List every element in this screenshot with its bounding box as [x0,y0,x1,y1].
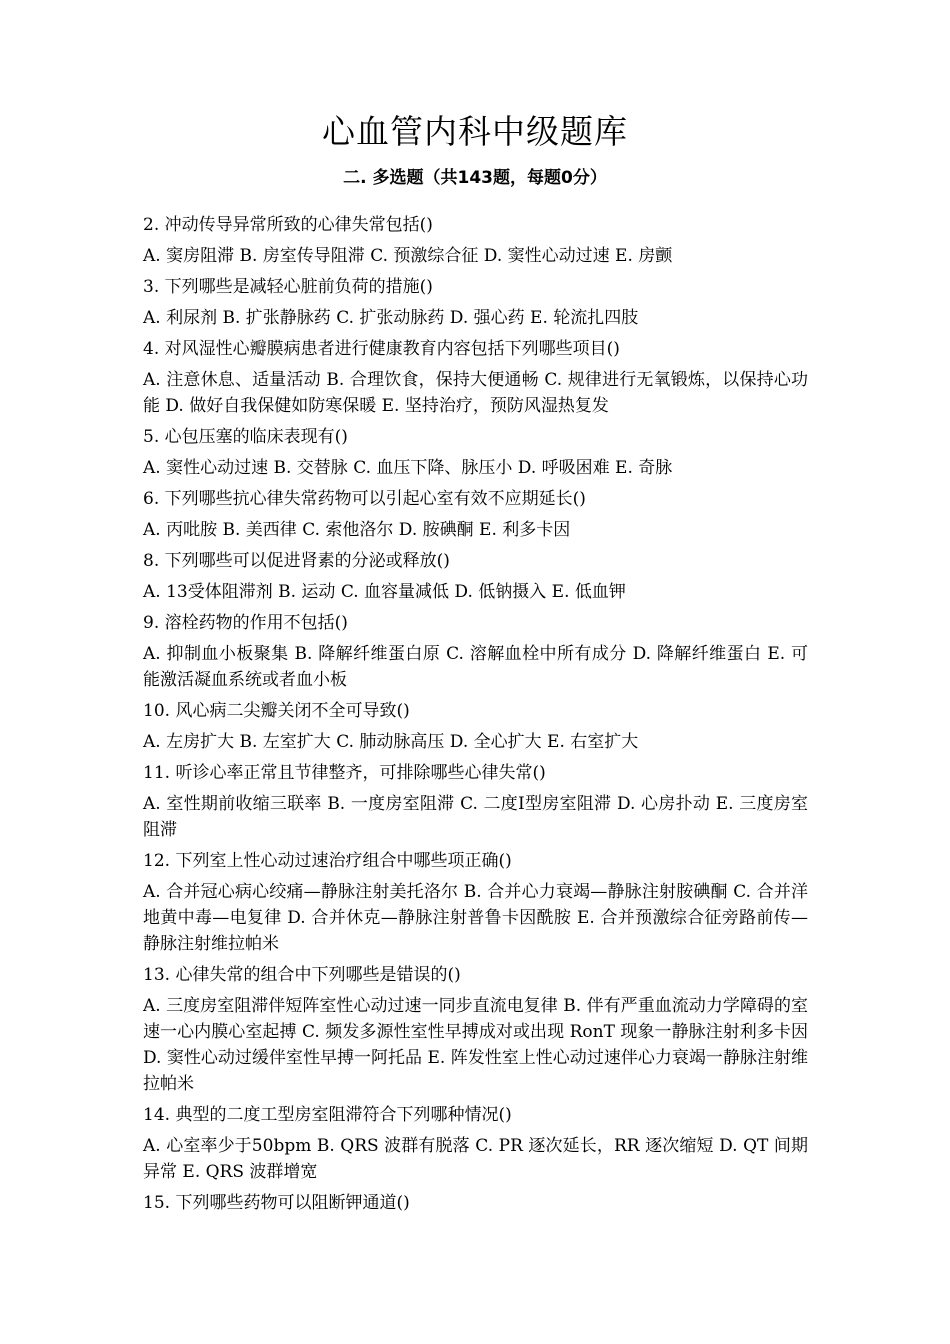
question-options: A. 利尿剂 B. 扩张静脉药 C. 扩张动脉药 D. 强心药 E. 轮流扎四肢 [143,308,639,328]
question-stem: 15. 下列哪些药物可以阻断钾通道() [143,1193,410,1213]
question-options: A. 合并冠心病心绞痛—静脉注射美托洛尔 B. 合并心力衰竭—静脉注射胺碘酮 C. 合并洋地黄中毒—电复律 D. 合并休克—静脉注射普鲁卡因酰胺 E. 合并预激综合征旁路前传—静脉注射维拉帕米 [143,882,808,954]
question-stem: 9. 溶栓药物的作用不包括() [143,613,348,633]
question-item [143,962,808,1097]
question-stem: 4. 对风湿性心瓣膜病患者进行健康教育内容包括下列哪些项目() [143,339,620,359]
question-item [143,486,808,543]
question-list [143,212,808,1221]
question-stem: 3. 下列哪些是减轻心脏前负荷的措施() [143,277,433,297]
question-stem: 6. 下列哪些抗心律失常药物可以引起心室有效不应期延长() [143,489,586,509]
question-stem: 11. 听诊心率正常且节律整齐，可排除哪些心律失常() [143,763,546,783]
question-item [143,698,808,755]
question-options: A. 左房扩大 B. 左室扩大 C. 肺动脉高压 D. 全心扩大 E. 右室扩大 [143,732,639,752]
question-stem: 8. 下列哪些可以促进肾素的分泌或释放() [143,551,450,571]
section-title: 二. 多选题（共143题，每题0分） [343,168,607,188]
question-options: A. 丙吡胺 B. 美西律 C. 索他洛尔 D. 胺碘酮 E. 利多卡因 [143,520,571,540]
question-item [143,274,808,331]
question-stem: 2. 冲动传导异常所致的心律失常包括() [143,215,433,235]
question-item [143,212,808,269]
question-item [143,610,808,693]
question-stem: 13. 心律失常的组合中下列哪些是错误的() [143,965,461,985]
question-options: A. 注意休息、适量活动 B. 合理饮食，保持大便通畅 C. 规律进行无氧锻炼，以保持心功能 D. 做好自我保健如防寒保暖 E. 坚持治疗，预防风湿热复发 [143,370,808,416]
question-options: A. 13受体阻滞剂 B. 运动 C. 血容量减低 D. 低钠摄入 E. 低血钾 [143,582,626,602]
question-item [143,1190,808,1216]
document-title: 心血管内科中级题库 [322,112,628,152]
question-stem: 12. 下列室上性心动过速治疗组合中哪些项正确() [143,851,512,871]
question-item [143,424,808,481]
question-stem: 5. 心包压塞的临床表现有() [143,427,348,447]
question-stem: 14. 典型的二度工型房室阻滞符合下列哪种情况() [143,1105,512,1125]
question-options: A. 窦性心动过速 B. 交替脉 C. 血压下降、脉压小 D. 呼吸困难 E. 奇脉 [143,458,673,478]
question-stem: 10. 风心病二尖瓣关闭不全可导致() [143,701,410,721]
question-options: A. 三度房室阻滞伴短阵室性心动过速一同步直流电复律 B. 伴有严重血流动力学障碍的室速一心内膜心室起搏 C. 频发多源性室性早搏成对或出现 RonT 现象一静脉注射利多卡因 D. 窦性心动过缓伴室性早搏一阿托品 E. 阵发性室上性心动过速伴心力衰竭一静脉注射维拉帕米 [143,996,808,1094]
question-item [143,1102,808,1185]
question-item [143,548,808,605]
question-options: A. 心室率少于50bpm B. QRS 波群有脱落 C. PR 逐次延长，RR 逐次缩短 D. QT 间期异常 E. QRS 波群增宽 [143,1136,808,1182]
question-item [143,760,808,843]
question-item [143,848,808,957]
question-options: A. 室性期前收缩三联率 B. 一度房室阻滞 C. 二度Ⅰ型房室阻滞 D. 心房扑动 E. 三度房室阻滞 [143,794,808,840]
question-options: A. 窦房阻滞 B. 房室传导阻滞 C. 预激综合征 D. 窦性心动过速 E. 房颤 [143,246,673,266]
question-options: A. 抑制血小板聚集 B. 降解纤维蛋白原 C. 溶解血栓中所有成分 D. 降解纤维蛋白 E. 可能激活凝血系统或者血小板 [143,644,808,690]
question-item [143,336,808,419]
